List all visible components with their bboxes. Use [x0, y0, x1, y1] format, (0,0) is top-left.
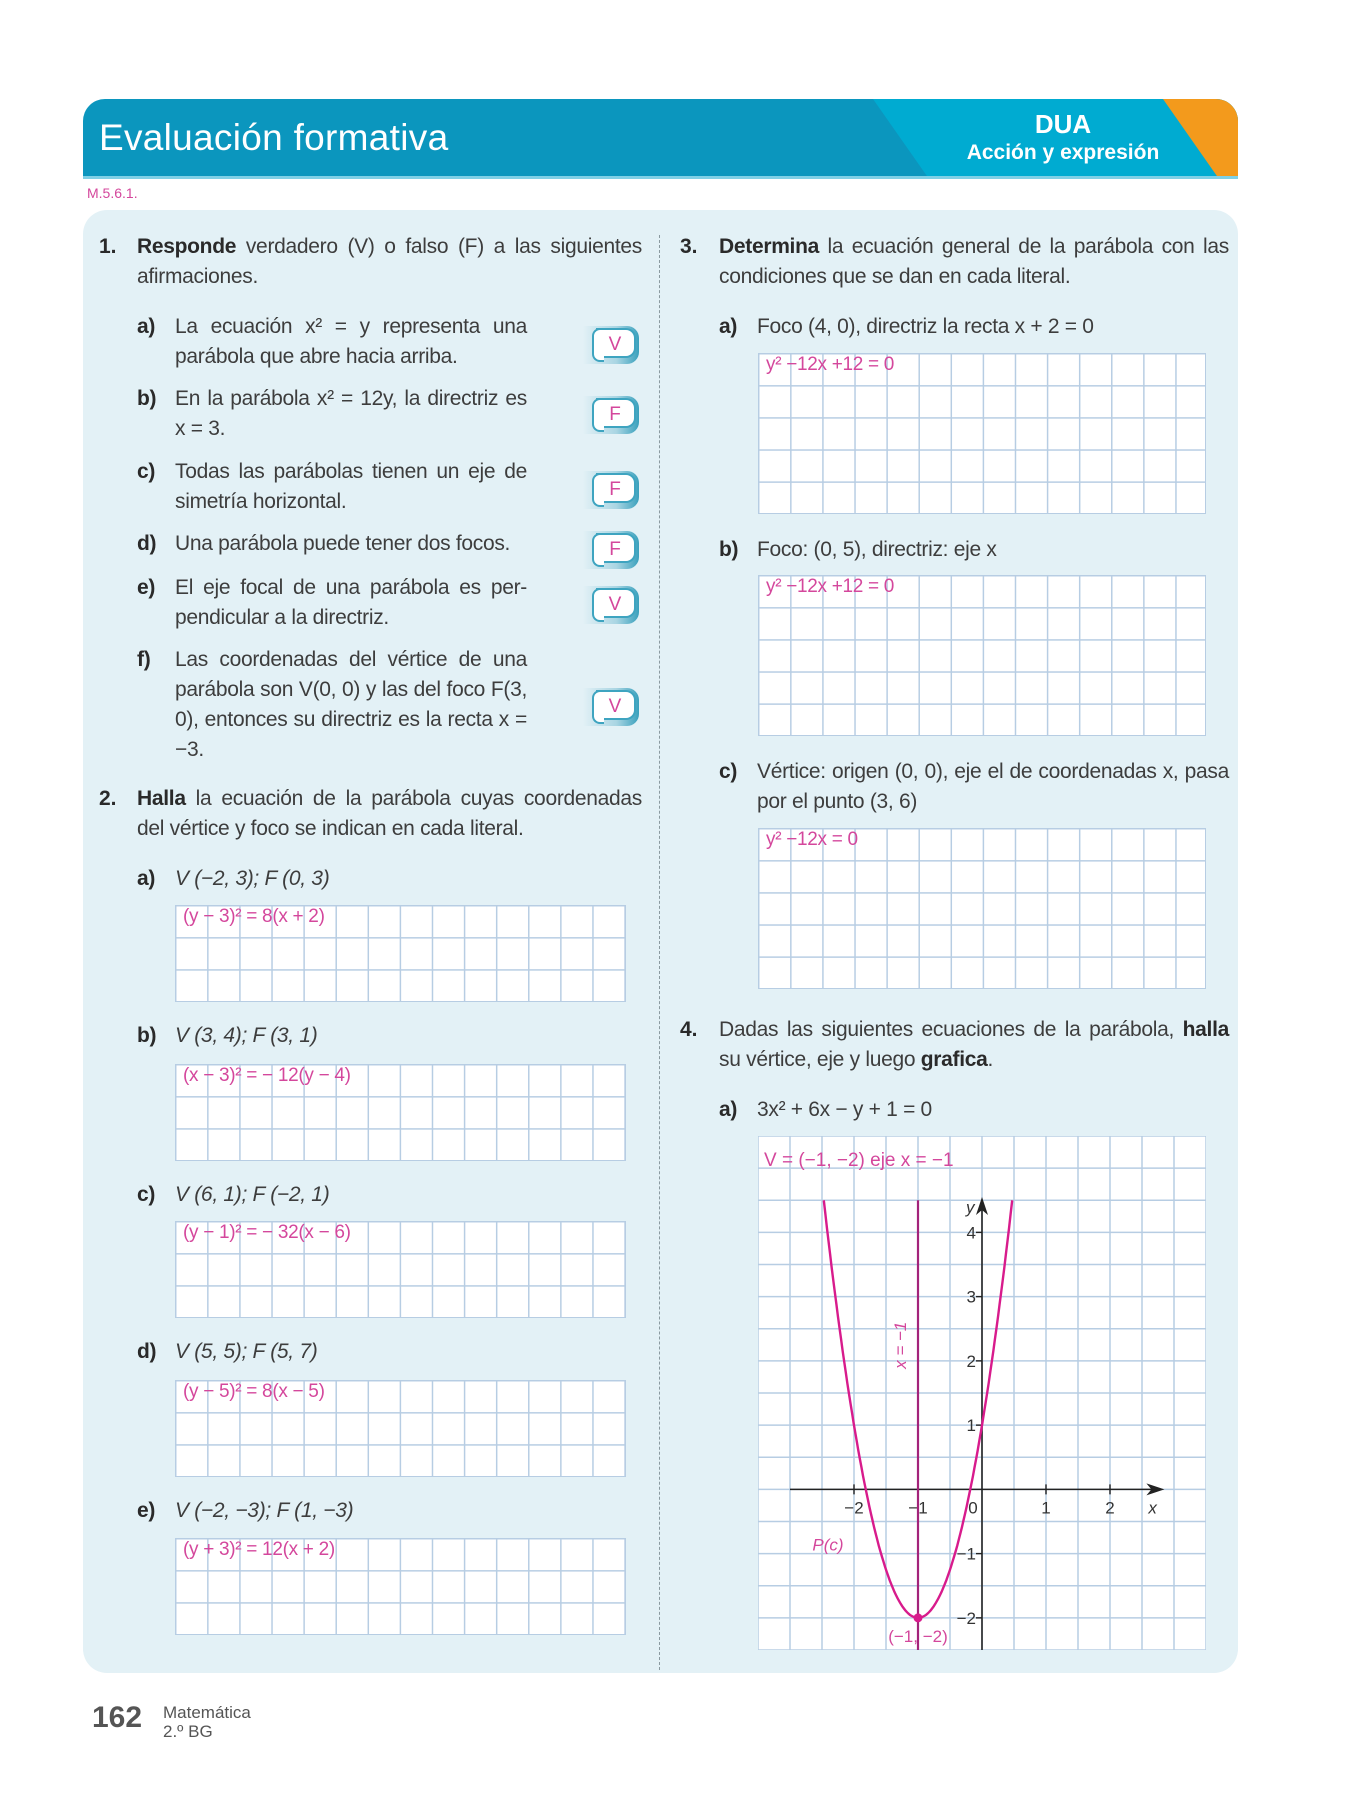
q3b-text: Foco: (0, 5), directriz: eje x — [757, 538, 997, 561]
q1-item-letter: d) — [137, 532, 157, 555]
answer-grid[interactable] — [175, 1380, 626, 1477]
q1-item-text: El eje focal de una parábola es per-pendicular a la directriz. — [175, 576, 527, 629]
q2-item-text: V (6, 1); F (−2, 1) — [175, 1183, 330, 1206]
answer-box[interactable] — [583, 396, 639, 434]
q4-lead2: grafica — [920, 1048, 988, 1071]
q3b-answer: y² −12x +12 = 0 — [766, 576, 895, 597]
q2-item-text: V (−2, 3); F (0, 3) — [175, 867, 330, 890]
q3b-answer-grid[interactable] — [758, 575, 1206, 736]
curve-label: P(c) — [812, 1535, 844, 1555]
x-tick-label: 0 — [968, 1498, 978, 1518]
q3c-answer-grid[interactable] — [758, 828, 1206, 989]
q4-text2: su vértice, eje y luego — [719, 1048, 921, 1071]
answer-box[interactable] — [583, 326, 639, 364]
q2-number: 2. — [99, 787, 117, 810]
q1-item-letter: e) — [137, 576, 156, 599]
q2-item-letter: a) — [137, 867, 156, 890]
answer-value: F — [596, 473, 636, 503]
answer-grid[interactable] — [175, 1538, 626, 1635]
q3a-answer: y² −12x +12 = 0 — [766, 354, 895, 375]
q1-text: verdadero (V) o falso (F) a las siguientes afirmaciones. — [137, 235, 642, 288]
q2-item-letter: e) — [137, 1499, 156, 1522]
q3c-answer: y² −12x = 0 — [766, 829, 858, 850]
q4a-text: 3x² + 6x − y + 1 = 0 — [757, 1098, 932, 1121]
x-tick-label: −1 — [908, 1498, 928, 1518]
q1-prompt — [137, 232, 642, 292]
q4a-answer: V = (−1, −2) eje x = −1 — [764, 1150, 954, 1171]
answer-grid[interactable] — [175, 1064, 626, 1161]
column-divider — [659, 235, 660, 1670]
subject: Matemática — [163, 1703, 251, 1722]
q3a-answer-grid[interactable] — [758, 353, 1206, 514]
q4-text3: . — [987, 1048, 994, 1071]
x-tick-label: −2 — [844, 1498, 864, 1518]
grade: 2.º BG — [163, 1722, 213, 1741]
q1-number: 1. — [99, 235, 117, 258]
answer-grid[interactable] — [175, 905, 626, 1002]
y-tick-label: −2 — [956, 1608, 976, 1628]
q2-lead: Halla — [137, 787, 186, 810]
footer-subject — [163, 1703, 251, 1741]
x-axis-label: x — [1148, 1498, 1157, 1518]
answer-text: (y − 5)² = 8(x − 5) — [183, 1381, 325, 1402]
q2-item-letter: b) — [137, 1024, 157, 1047]
vertex-point — [914, 1613, 923, 1622]
q1-item-letter: b) — [137, 387, 157, 410]
x-tick-label: 2 — [1105, 1498, 1115, 1518]
page-title: Evaluación formativa — [99, 117, 449, 158]
symmetry-axis-label: x = −1 — [891, 1321, 910, 1369]
x-tick-label: 1 — [1041, 1498, 1051, 1518]
q4-prompt — [719, 1015, 1229, 1075]
answer-value: V — [596, 588, 636, 618]
y-tick-label: 1 — [966, 1416, 976, 1436]
q1-item-text: Una parábola puede tener dos focos. — [175, 532, 511, 555]
answer-value: F — [596, 533, 636, 563]
q2-item-text: V (3, 4); F (3, 1) — [175, 1024, 318, 1047]
q2-text: la ecuación de la parábola cuyas coordenadas del vértice y foco se indican en cada literal. — [137, 787, 642, 840]
answer-value: V — [596, 690, 636, 720]
answer-value: F — [596, 398, 636, 428]
q3-lead: Determina — [719, 235, 820, 258]
answer-box[interactable] — [583, 531, 639, 569]
q3-text: la ecuación general de la parábola con las condiciones que se dan en cada literal. — [719, 235, 1229, 288]
q1-item-text: En la parábola x² = 12y, la directriz es x = 3. — [175, 387, 527, 440]
q1-item-letter: c) — [137, 460, 156, 483]
q2-item-letter: d) — [137, 1340, 157, 1363]
q1-item-letter: f) — [137, 648, 151, 671]
answer-box[interactable] — [583, 688, 639, 726]
answer-value: V — [596, 328, 636, 358]
answer-box[interactable] — [583, 586, 639, 624]
parabola-graph — [758, 1136, 1206, 1650]
answer-text: (x − 3)² = − 12(y − 4) — [183, 1065, 351, 1086]
q3-prompt — [719, 232, 1229, 292]
answer-grid[interactable] — [175, 1221, 626, 1318]
q4-number: 4. — [680, 1018, 698, 1041]
q3a-text: Foco (4, 0), directriz la recta x + 2 = 0 — [757, 315, 1094, 338]
q1-item-letter: a) — [137, 315, 156, 338]
vertex-label: (−1, −2) — [888, 1626, 948, 1646]
q1-item-text: Las coordenadas del vértice de una parábola son V(0, 0) y las del foco F(3, 0), entonces su directriz es la recta x = −3. — [175, 648, 527, 761]
q3b-letter: b) — [719, 538, 739, 561]
y-tick-label: 4 — [966, 1223, 976, 1243]
section-header — [83, 99, 1238, 179]
y-tick-label: −1 — [956, 1544, 976, 1564]
q3a-letter: a) — [719, 315, 738, 338]
y-tick-label: 3 — [966, 1287, 976, 1307]
q2-prompt — [137, 784, 642, 844]
q4a-letter: a) — [719, 1098, 738, 1121]
q3c-letter: c) — [719, 760, 738, 783]
q1-item-text: Todas las parábolas tienen un eje de simetría horizontal. — [175, 460, 527, 513]
skill-code: M.5.6.1. — [87, 185, 138, 201]
q4-lead: halla — [1182, 1018, 1229, 1041]
q3c-text: Vértice: origen (0, 0), eje el de coordenadas x, pasa por el punto (3, 6) — [757, 760, 1229, 813]
q4-text1: Dadas las siguientes ecuaciones de la parábola, — [719, 1018, 1183, 1041]
q2-item-letter: c) — [137, 1183, 156, 1206]
q1-lead: Responde — [137, 235, 237, 258]
y-axis-label: y — [966, 1198, 975, 1218]
y-tick-label: 2 — [966, 1351, 976, 1371]
answer-text: (y − 3)² = 8(x + 2) — [183, 906, 325, 927]
q3-number: 3. — [680, 235, 698, 258]
q2-item-text: V (−2, −3); F (1, −3) — [175, 1499, 354, 1522]
q2-item-text: V (5, 5); F (5, 7) — [175, 1340, 318, 1363]
dua-subtitle: Acción y expresión — [966, 141, 1160, 164]
q1-item-text: La ecuación x² = y representa una parábola que abre hacia arriba. — [175, 315, 527, 368]
answer-text: (y + 3)² = 12(x + 2) — [183, 1539, 335, 1560]
dua-label: DUA — [1034, 109, 1092, 139]
answer-box[interactable] — [583, 471, 639, 509]
page-number: 162 — [92, 1701, 143, 1734]
answer-text: (y − 1)² = − 32(x − 6) — [183, 1222, 351, 1243]
